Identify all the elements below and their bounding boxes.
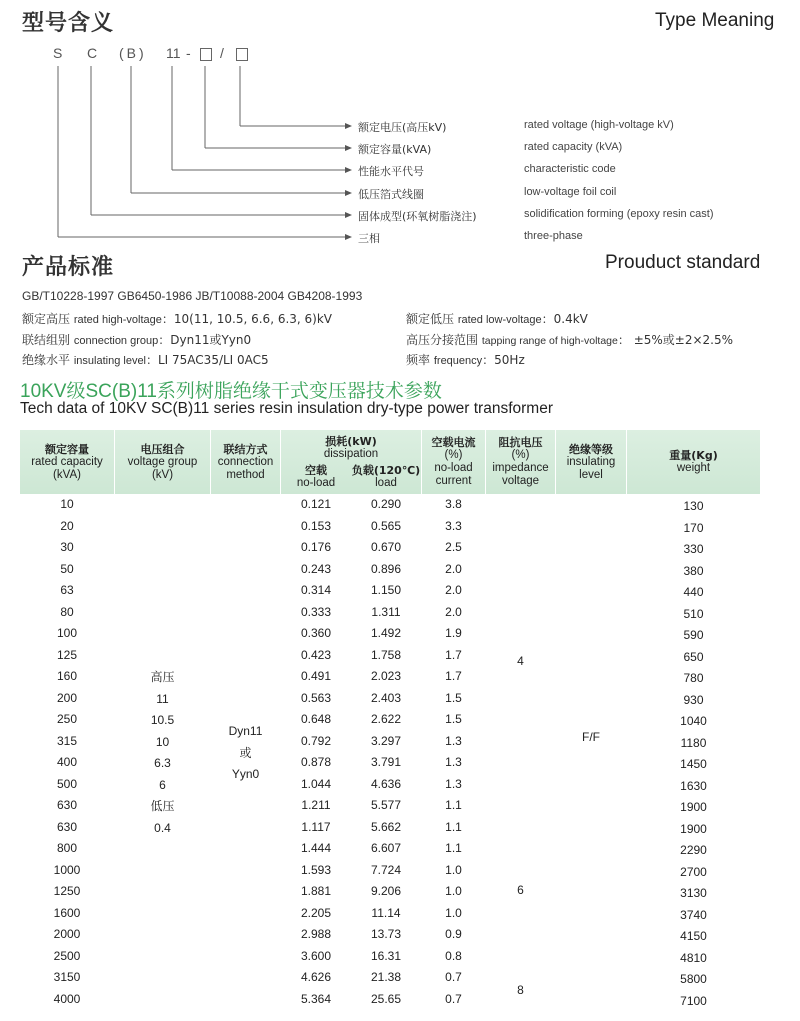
voltage-group-line: 0.4 <box>154 820 171 835</box>
cell-weight: 130 <box>683 499 704 513</box>
cell-capacity: 4000 <box>53 991 81 1006</box>
header-voltage <box>115 430 210 494</box>
cell-weight: 7100 <box>680 993 707 1008</box>
param-label-en: rated high-voltage <box>73 314 162 326</box>
param-value: ： ±5%或±2×2.5% <box>617 333 734 347</box>
cell-noload-current: 1.5 <box>445 712 462 726</box>
param-rated-low-voltage <box>406 310 588 327</box>
cell-load: 1.311 <box>371 604 401 619</box>
legend-cn-rated-capacity: 额定容量(kVA) <box>358 143 432 156</box>
cell-load: 16.31 <box>370 948 402 963</box>
cell-load: 3.297 <box>370 733 402 748</box>
cell-noload-current: 1.3 <box>445 755 462 769</box>
header-dissipation-en: dissipation <box>323 448 379 460</box>
cell-noload: 0.360 <box>300 626 332 640</box>
cell-load: 1.492 <box>370 626 402 640</box>
legend-cn-rated-voltage: 额定电压(高压kV) <box>358 121 447 134</box>
header-load <box>351 462 421 492</box>
cell-capacity: 80 <box>60 604 74 619</box>
cell-noload: 0.878 <box>300 755 332 769</box>
connection-line: Yyn0 <box>231 767 260 781</box>
cell-load: 5.577 <box>370 798 402 812</box>
header-noload <box>281 462 351 492</box>
cell-noload: 2.205 <box>300 905 332 920</box>
param-label-cn: 额定高压 <box>22 312 71 326</box>
cell-noload-current: 1.1 <box>445 819 462 834</box>
cell-noload-current: 1.1 <box>445 798 462 812</box>
cell-noload-current: 0.7 <box>445 991 462 1006</box>
cell-capacity: 200 <box>56 690 78 705</box>
type-meaning-title: 型号含义 <box>22 11 115 36</box>
legend-en-rated-voltage: rated voltage (high-voltage kV) <box>524 119 674 131</box>
cell-capacity: 630 <box>56 798 78 812</box>
cell-capacity: 20 <box>60 518 74 533</box>
header-dissipation <box>281 430 421 465</box>
voltage-group-cell <box>115 667 210 839</box>
header-current-en2: current <box>435 475 472 487</box>
cell-weight: 1630 <box>680 778 707 793</box>
cell-capacity: 3150 <box>53 970 81 984</box>
cell-noload-current: 3.8 <box>445 497 462 511</box>
cell-weight: 3740 <box>680 907 707 922</box>
cell-capacity: 630 <box>56 819 78 834</box>
cell-noload-current: 0.7 <box>445 970 462 984</box>
cell-noload-current: 2.0 <box>445 583 462 597</box>
standards-codes: GB/T10228-1997 GB6450-1986 JB/T10088-2004 GB4208-1993 <box>22 289 363 303</box>
cell-noload: 0.314 <box>300 583 332 597</box>
cell-load: 0.290 <box>370 497 402 511</box>
cell-noload-current: 0.9 <box>445 927 462 941</box>
cell-load: 1.758 <box>370 647 402 662</box>
param-connection-group <box>22 331 251 348</box>
impedance-8: 8 <box>517 983 524 997</box>
header-noload-cn: 空载 <box>305 464 327 477</box>
cell-weight: 590 <box>683 628 704 642</box>
header-impedance-unit: (%) <box>511 449 530 461</box>
cell-capacity: 1000 <box>53 862 81 877</box>
param-value: ：Dyn11或Yyn0 <box>158 333 252 347</box>
param-tapping-range <box>406 331 733 348</box>
cell-noload-current: 1.5 <box>445 690 462 705</box>
header-load-en: load <box>375 477 397 489</box>
cell-noload: 4.626 <box>300 970 332 984</box>
param-value: ：10(11, 10.5, 6.6, 6.3, 6)kV <box>161 312 333 326</box>
cell-noload: 1.211 <box>301 798 331 812</box>
cell-load: 0.565 <box>370 518 402 533</box>
header-weight-cn: 重量(Kg) <box>669 449 718 462</box>
cell-noload: 0.153 <box>300 518 332 533</box>
cell-noload: 0.491 <box>300 669 332 683</box>
cell-noload: 1.117 <box>301 819 331 834</box>
cell-load: 6.607 <box>370 841 402 855</box>
header-impedance-en2: voltage <box>501 475 540 487</box>
tech-data-title: 10KV级SC(B)11系列树脂绝缘干式变压器技术参数 <box>20 381 442 402</box>
voltage-group-line: 6.3 <box>154 756 171 770</box>
voltage-group-line: 6 <box>159 777 166 792</box>
cell-noload: 0.333 <box>300 604 332 619</box>
header-voltage-unit: (kV) <box>151 468 174 481</box>
cell-capacity: 400 <box>56 755 78 769</box>
param-value: ：LI 75AC35/LI 0AC5 <box>146 353 269 367</box>
impedance-6: 6 <box>517 883 524 897</box>
cell-load: 2.622 <box>370 712 402 726</box>
tech-data-subtitle: Tech data of 10KV SC(B)11 series resin insulation dry-type power transformer <box>20 400 553 417</box>
header-capacity-en: rated capacity <box>31 455 103 468</box>
cell-load: 3.791 <box>370 755 402 769</box>
code-connector-lines <box>0 0 360 250</box>
cell-noload: 0.423 <box>300 647 332 662</box>
cell-capacity: 1250 <box>53 884 81 898</box>
cell-weight: 780 <box>683 671 704 685</box>
header-insulation-cn: 绝缘等级 <box>569 442 613 456</box>
cell-weight: 330 <box>683 542 704 556</box>
cell-load: 1.150 <box>370 583 402 597</box>
cell-capacity: 2500 <box>53 948 81 963</box>
cell-capacity: 50 <box>60 561 74 576</box>
header-noload-en: no-load <box>296 477 336 489</box>
cell-load: 25.65 <box>370 991 402 1006</box>
standards-line <box>22 289 362 303</box>
cell-noload: 2.988 <box>300 927 332 941</box>
code-11: 11 <box>166 45 181 61</box>
cell-weight: 1450 <box>680 757 707 771</box>
param-label-en: connection group <box>73 335 159 347</box>
cell-noload-current: 2.5 <box>445 540 462 554</box>
param-rated-high-voltage <box>22 310 332 327</box>
cell-weight: 4810 <box>680 950 707 965</box>
cell-capacity: 250 <box>56 712 78 726</box>
header-impedance <box>486 430 555 494</box>
param-value: ：50Hz <box>482 353 525 367</box>
voltage-group-line: 11 <box>156 691 169 706</box>
param-insulating-level <box>22 351 269 368</box>
legend-cn-characteristic: 性能水平代号 <box>358 165 424 178</box>
cell-noload: 0.563 <box>300 690 332 705</box>
param-label-cn: 额定低压 <box>406 312 455 326</box>
table-body <box>20 497 760 1017</box>
code-slash: / <box>220 45 224 61</box>
cell-capacity: 30 <box>60 540 74 554</box>
cell-weight: 1900 <box>680 800 707 814</box>
insulation-level-cell: F/F <box>582 730 600 744</box>
cell-weight: 380 <box>683 563 704 578</box>
code-dash: - <box>186 45 191 61</box>
legend-en-characteristic: characteristic code <box>524 163 616 175</box>
cell-load: 11.14 <box>371 905 401 920</box>
cell-load: 2.403 <box>370 690 402 705</box>
cell-noload-current: 1.0 <box>445 884 462 898</box>
product-standard-title-en: Prouduct standard <box>605 252 761 273</box>
type-meaning-title-en: Type Meaning <box>655 10 775 31</box>
cell-noload: 5.364 <box>300 991 332 1006</box>
cell-noload-current: 0.8 <box>445 948 462 963</box>
cell-weight: 510 <box>683 606 704 621</box>
header-weight <box>627 430 760 494</box>
voltage-group-line: 高压 <box>150 670 175 684</box>
legend-cn-foil-coil: 低压箔式线圈 <box>358 188 424 201</box>
header-dissipation-cn: 损耗(kW) <box>325 435 377 448</box>
cell-noload: 1.881 <box>300 884 332 898</box>
cell-capacity: 800 <box>56 841 78 855</box>
header-insulation-en: insulating <box>566 455 616 468</box>
header-connection-cn: 联结方式 <box>223 442 268 456</box>
cell-noload: 0.121 <box>300 497 332 511</box>
product-standard-title: 产品标准 <box>22 255 115 280</box>
cell-capacity: 160 <box>56 669 78 683</box>
cell-noload-current: 1.3 <box>445 733 462 748</box>
cell-weight: 930 <box>683 692 704 707</box>
cell-weight: 3130 <box>680 886 707 900</box>
legend-cn-solidification: 固体成型(环氧树脂浇注) <box>358 210 477 223</box>
param-value: ：0.4kV <box>541 312 588 326</box>
cell-load: 13.73 <box>370 927 402 941</box>
header-capacity-cn: 额定容量 <box>45 442 89 456</box>
cell-noload-current: 3.3 <box>445 518 462 533</box>
header-current <box>422 430 485 494</box>
param-label-en: frequency <box>433 355 483 367</box>
cell-noload: 1.444 <box>300 841 332 855</box>
cell-noload-current: 1.9 <box>445 626 462 640</box>
param-label-en: tapping range of high-voltage <box>481 335 618 347</box>
cell-noload-current: 1.7 <box>445 669 462 683</box>
header-weight-en: weight <box>676 462 711 474</box>
cell-noload-current: 2.0 <box>445 604 462 619</box>
param-label-cn: 绝缘水平 <box>22 353 71 367</box>
connection-line: 或 <box>239 745 252 760</box>
cell-capacity: 1600 <box>53 905 81 920</box>
legend-en-solidification: solidification forming (epoxy resin cast) <box>524 208 714 220</box>
cell-load: 9.206 <box>370 884 402 898</box>
code-b: (B) <box>119 45 147 61</box>
header-voltage-cn: 电压组合 <box>140 442 185 456</box>
cell-load: 5.662 <box>370 819 402 834</box>
header-voltage-en: voltage group <box>127 455 198 468</box>
cell-load: 21.38 <box>370 970 402 984</box>
cell-noload: 0.792 <box>300 733 332 748</box>
param-label-en: insulating level <box>73 355 146 367</box>
cell-weight: 2700 <box>680 864 707 879</box>
param-frequency <box>406 351 525 368</box>
voltage-group-line: 10.5 <box>150 713 175 727</box>
voltage-group-line: 低压 <box>150 799 175 813</box>
table-header <box>20 430 760 494</box>
cell-noload: 1.593 <box>300 862 332 877</box>
cell-load: 2.023 <box>370 669 402 683</box>
header-load-cn: 负载(120℃) <box>351 464 421 477</box>
header-insulation-en2: level <box>579 468 603 481</box>
cell-weight: 440 <box>683 585 704 599</box>
code-c: C <box>87 45 98 61</box>
cell-capacity: 100 <box>56 626 78 640</box>
cell-weight: 170 <box>683 520 704 535</box>
cell-noload: 1.044 <box>300 776 332 791</box>
cell-weight: 1180 <box>680 735 707 750</box>
cell-weight: 5800 <box>680 972 707 986</box>
header-capacity <box>20 430 114 494</box>
cell-noload-current: 1.0 <box>445 905 462 920</box>
connection-method-cell <box>211 721 280 786</box>
cell-weight: 4150 <box>680 929 707 943</box>
header-current-unit: (%) <box>444 449 463 461</box>
param-label-cn: 高压分接范围 <box>406 333 479 347</box>
header-impedance-cn: 阻抗电压 <box>498 436 543 449</box>
cell-weight: 1040 <box>680 714 707 728</box>
legend-cn-three-phase: 三相 <box>358 232 380 245</box>
impedance-4: 4 <box>517 654 524 668</box>
param-label-en: rated low-voltage <box>457 314 542 326</box>
legend-en-three-phase: three-phase <box>524 230 583 242</box>
header-connection-en2: method <box>226 468 265 481</box>
header-connection <box>211 430 280 494</box>
cell-noload: 0.648 <box>300 712 332 726</box>
param-label-cn: 频率 <box>406 353 431 367</box>
cell-load: 7.724 <box>370 862 402 877</box>
cell-capacity: 63 <box>60 583 74 597</box>
cell-noload-current: 1.1 <box>445 841 462 855</box>
legend-en-foil-coil: low-voltage foil coil <box>524 186 617 198</box>
code-s: S <box>53 45 63 61</box>
cell-capacity: 125 <box>56 647 78 662</box>
cell-capacity: 500 <box>56 776 78 791</box>
header-current-en: no-load <box>434 462 473 474</box>
param-label-cn: 联结组别 <box>22 333 71 347</box>
cell-noload-current: 1.7 <box>445 647 462 662</box>
voltage-group-line: 10 <box>155 734 170 749</box>
cell-capacity: 2000 <box>53 927 81 941</box>
header-insulation <box>556 430 626 494</box>
cell-weight: 2290 <box>680 843 707 857</box>
cell-weight: 650 <box>683 649 704 664</box>
header-impedance-en: impedance <box>492 462 549 474</box>
cell-noload-current: 1.3 <box>445 776 462 791</box>
cell-weight: 1900 <box>680 821 707 836</box>
cell-noload: 0.243 <box>300 561 332 576</box>
cell-load: 4.636 <box>370 776 402 791</box>
cell-noload-current: 1.0 <box>445 862 462 877</box>
legend-en-rated-capacity: rated capacity (kVA) <box>524 141 623 153</box>
cell-load: 0.896 <box>370 561 402 576</box>
connection-line: Dyn11 <box>228 724 263 738</box>
cell-noload-current: 2.0 <box>445 561 462 576</box>
cell-load: 0.670 <box>370 540 402 554</box>
cell-capacity: 10 <box>60 497 74 511</box>
header-current-cn: 空载电流 <box>431 436 476 449</box>
cell-noload: 3.600 <box>300 948 332 963</box>
header-connection-en: connection <box>217 455 274 468</box>
header-capacity-unit: (kVA) <box>53 468 81 481</box>
cell-capacity: 315 <box>56 733 78 748</box>
cell-noload: 0.176 <box>300 540 332 554</box>
